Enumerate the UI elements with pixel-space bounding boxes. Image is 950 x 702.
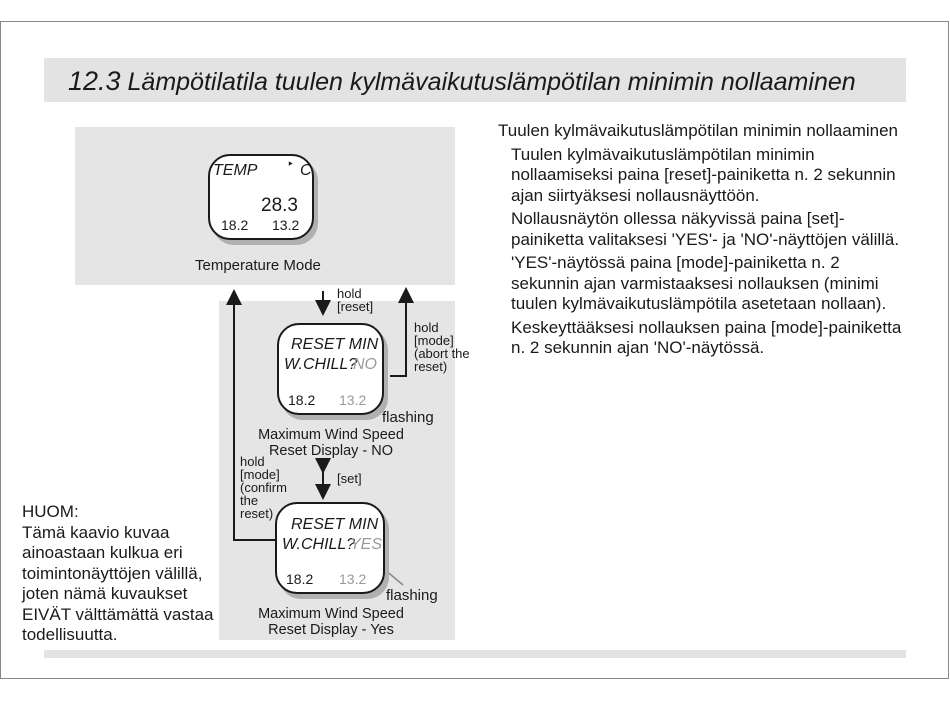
temp-right-value: 13.2: [272, 217, 300, 233]
reset-no-caption-line2: Reset Display - NO: [268, 442, 394, 459]
reset-yes-caption-line2: Reset Display - Yes: [268, 621, 394, 638]
reset-yes-left-value: 18.2: [286, 571, 314, 587]
temp-left-value: 18.2: [221, 217, 249, 233]
hold-reset-label-2: [reset]: [337, 299, 374, 314]
note-heading: HUOM:: [22, 502, 79, 521]
set-label: [set]: [337, 471, 362, 486]
instruction-step-1: Tuulen kylmävaikutuslämpötilan minimin nollaamiseksi paina [reset]-painiketta n. 2 sekunnin ajan siirtyäksesi nollausnäyttöön.: [511, 144, 896, 205]
confirm-label-5: reset): [240, 506, 274, 521]
temp-unit: C: [300, 162, 312, 179]
confirm-label-3: (confirm: [240, 480, 287, 495]
reset-yes-right-value: 13.2: [339, 571, 367, 587]
abort-label-3: (abort the: [414, 346, 470, 361]
reset-no-line2: W.CHILL?: [284, 356, 358, 373]
hold-reset-label-1: hold: [337, 286, 362, 301]
note-text: Tämä kaavio kuvaa ainoastaan kulkua eri toimintonäyttöjen välillä, joten nämä kuvaukset EIVÄT välttämättä vastaa todellisuutta.: [22, 522, 214, 644]
abort-path-line: [390, 295, 406, 376]
reset-no-caption-line1: Maximum Wind Speed: [258, 427, 404, 443]
reset-yes-option: YES: [350, 536, 383, 553]
confirm-label-1: hold: [240, 454, 265, 469]
footer-bar: [44, 650, 906, 658]
reset-no-caption: [246, 428, 416, 460]
confirm-label-4: the: [240, 493, 259, 508]
reset-yes-caption: [246, 607, 416, 639]
arrow-indicator-icon: ‣: [287, 157, 295, 171]
reset-no-right-value: 13.2: [339, 392, 367, 408]
instruction-step-2: Nollausnäytön ollessa näkyvissä paina [set]-painiketta valitaksesi 'YES'- ja 'NO'-näyttöjen välillä.: [511, 209, 900, 249]
reset-yes-flashing-label: flashing: [386, 587, 438, 604]
instructions-heading: Tuulen kylmävaikutuslämpötilan minimin nollaaminen: [498, 121, 898, 140]
section-number: 12.3: [68, 66, 121, 96]
reset-yes-line1: RESET MIN: [291, 516, 379, 533]
abort-label-1: hold: [414, 320, 439, 335]
instruction-step-3: 'YES'-näytössä paina [mode]-painiketta n. 2 sekunnin ajan varmistaaksesi nollauksen (minimi tuulen kylmävaikutuslämpötila asetetaan nollaan).: [511, 253, 887, 313]
section-title: Lämpötilatila tuulen kylmävaikutuslämpötilan minimin nollaaminen: [127, 68, 856, 96]
temp-main-value: 28.3: [261, 195, 298, 216]
reset-no-option: NO: [353, 356, 377, 373]
reset-no-left-value: 18.2: [288, 392, 316, 408]
temp-mode-label: TEMP: [213, 162, 258, 179]
reset-no-line1: RESET MIN: [291, 336, 379, 353]
reset-yes-line2: W.CHILL?: [282, 536, 356, 553]
instructions-column: [498, 121, 908, 362]
abort-label-4: reset): [414, 359, 448, 374]
reset-yes-caption-line1: Maximum Wind Speed: [258, 606, 404, 622]
abort-label-2: [mode]: [414, 333, 454, 348]
instruction-step-4: Keskeyttääksesi nollauksen paina [mode]-painiketta n. 2 sekunnin ajan 'NO'-näytössä.: [511, 317, 902, 357]
note-box: [22, 502, 232, 646]
confirm-label-2: [mode]: [240, 467, 280, 482]
temperature-mode-caption: Temperature Mode: [195, 257, 321, 274]
reset-no-flashing-label: flashing: [382, 409, 434, 426]
